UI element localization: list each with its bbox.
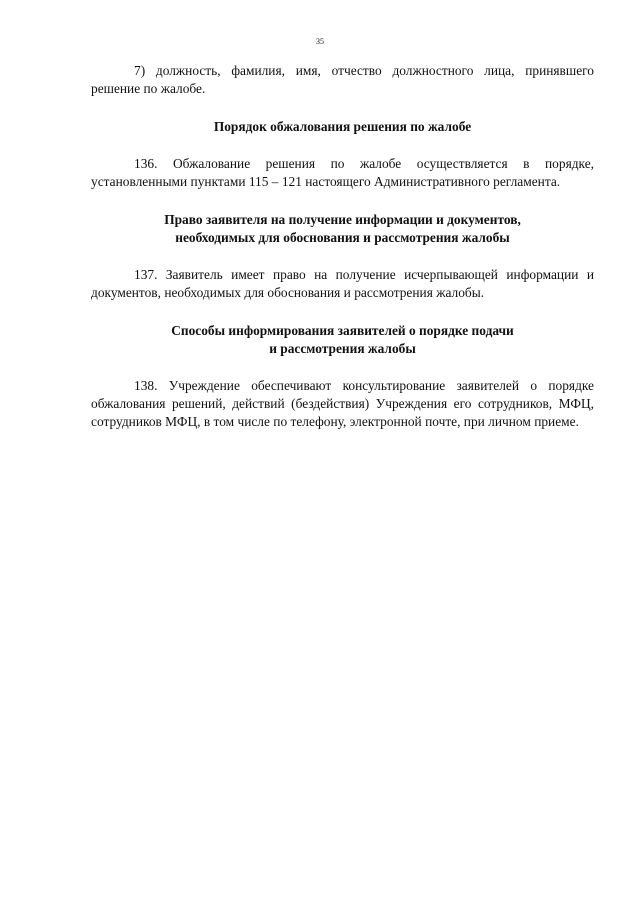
section-heading-right-to-information bbox=[91, 211, 594, 247]
section-heading-informing-methods bbox=[91, 322, 594, 358]
heading-line: необходимых для обоснования и рассмотрения жалобы bbox=[175, 230, 510, 245]
heading-line: Порядок обжалования решения по жалобе bbox=[213, 119, 472, 134]
heading-line: Право заявителя на получение информации и документов, bbox=[164, 212, 521, 227]
heading-line: Способы информирования заявителей о порядке подачи bbox=[171, 323, 514, 338]
paragraph-item-138: 138. Учреждение обеспечивают консультирование заявителей о порядке обжалования решений, действий (бездействия) Учреждения его сотрудников, МФЦ, сотрудников МФЦ, в том числе по телефону, электронной почте, при личном приеме. bbox=[91, 378, 594, 429]
paragraph-item-137: 137. Заявитель имеет право на получение исчерпывающей информации и документов, необходимых для обоснования и рассмотрения жалобы. bbox=[91, 267, 594, 300]
page-number: 35 bbox=[316, 37, 324, 46]
heading-line: и рассмотрения жалобы bbox=[269, 341, 416, 356]
paragraph-item-136: 136. Обжалование решения по жалобе осуществляется в порядке, установленными пунктами 115 – 121 настоящего Административного регламента. bbox=[91, 156, 594, 189]
paragraph-item-7: 7) должность, фамилия, имя, отчество должностного лица, принявшего решение по жалобе. bbox=[91, 63, 594, 96]
document-body bbox=[91, 62, 594, 431]
section-heading-appeal-procedure bbox=[91, 118, 594, 136]
